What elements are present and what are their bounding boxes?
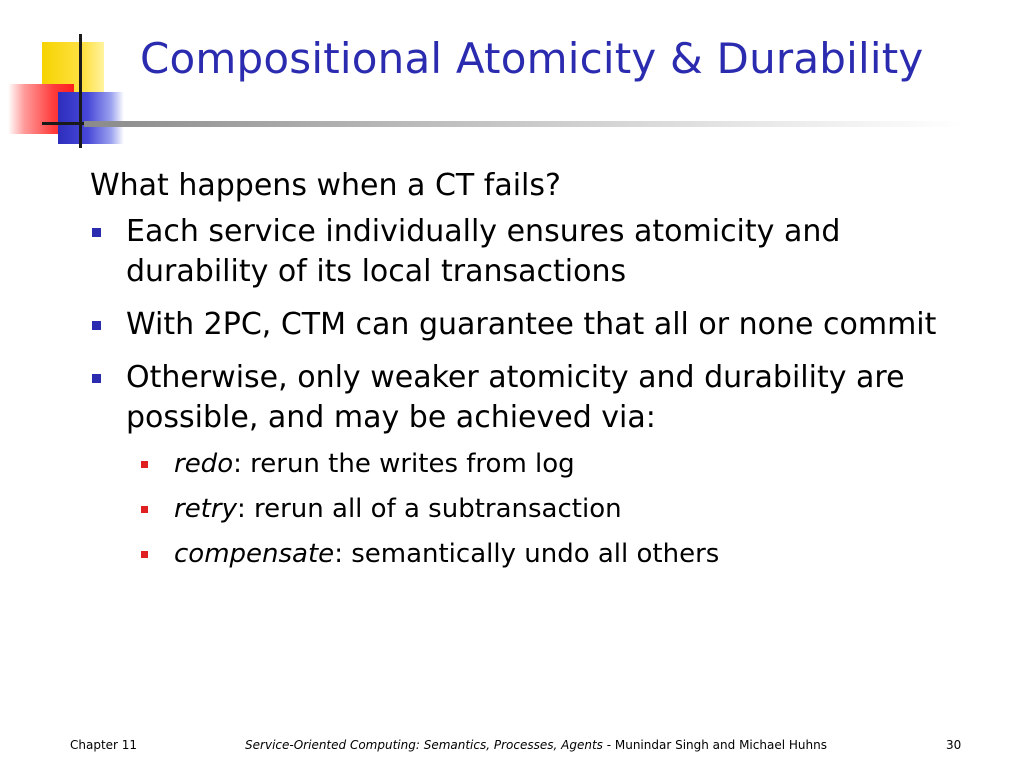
footer-book-title: Service-Oriented Computing: Semantics, Processes, Agents bbox=[245, 738, 603, 752]
subbullet-item bbox=[90, 537, 990, 571]
footer-authors: - Munindar Singh and Michael Huhns bbox=[602, 738, 827, 752]
slide-title: Compositional Atomicity & Durability bbox=[140, 34, 924, 83]
footer-book-credit bbox=[218, 738, 854, 752]
bullet-item bbox=[90, 305, 990, 345]
overlapping-squares-logo bbox=[0, 0, 140, 160]
square-bullet-icon bbox=[92, 374, 101, 383]
logo-blue-square bbox=[58, 92, 124, 144]
lead-question: What happens when a CT fails? bbox=[90, 168, 561, 203]
bullet-list bbox=[90, 212, 990, 438]
bullet-item bbox=[90, 212, 990, 292]
slide-body bbox=[90, 166, 990, 582]
logo-vertical-line bbox=[79, 34, 82, 148]
footer-chapter: Chapter 11 bbox=[70, 738, 138, 752]
square-subbullet-icon bbox=[141, 551, 148, 558]
bullet-item bbox=[90, 358, 990, 438]
subbullet-term: retry bbox=[174, 494, 237, 524]
bullet-text: Otherwise, only weaker atomicity and durability are possible, and may be achieved via: bbox=[126, 360, 905, 435]
subbullet-item bbox=[90, 492, 990, 526]
square-subbullet-icon bbox=[141, 461, 148, 468]
subbullet-text: : semantically undo all others bbox=[334, 539, 720, 569]
title-underline bbox=[84, 121, 964, 127]
square-bullet-icon bbox=[92, 228, 101, 237]
subbullet-term: redo bbox=[174, 449, 234, 479]
bullet-text: Each service individually ensures atomicity and durability of its local transactions bbox=[126, 214, 841, 289]
square-bullet-icon bbox=[92, 321, 101, 330]
square-subbullet-icon bbox=[141, 506, 148, 513]
subbullet-text: : rerun the writes from log bbox=[233, 449, 575, 479]
subbullet-item bbox=[90, 447, 990, 481]
subbullet-text: : rerun all of a subtransaction bbox=[236, 494, 622, 524]
subbullet-list bbox=[90, 447, 990, 571]
subbullet-term: compensate bbox=[174, 539, 335, 569]
footer-page-number: 30 bbox=[946, 738, 962, 752]
bullet-text: With 2PC, CTM can guarantee that all or none commit bbox=[126, 307, 937, 342]
